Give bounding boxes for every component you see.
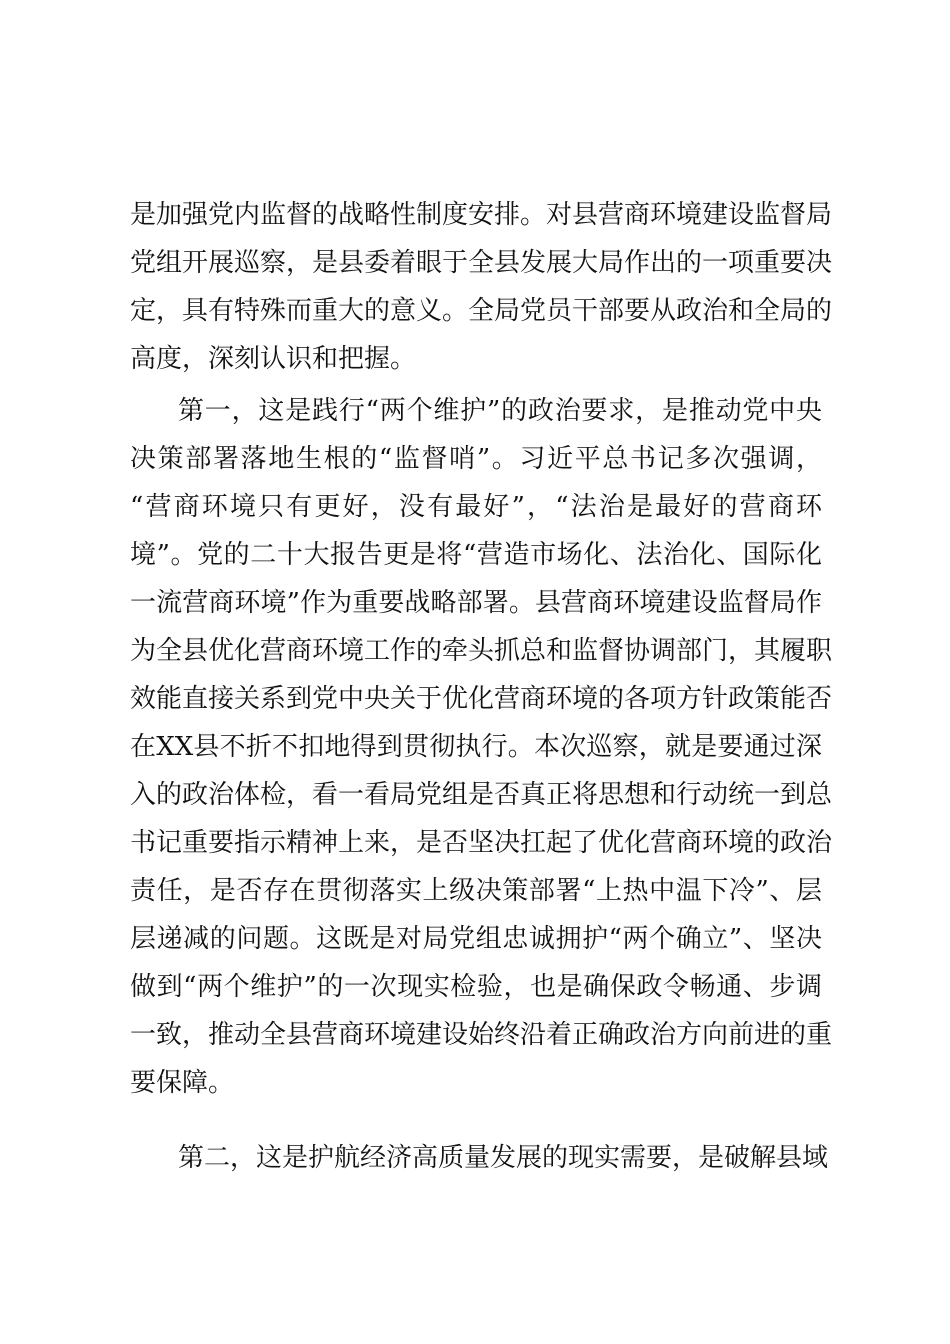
paragraph-line: 层递减的问题。这既是对局党组忠诚拥护“两个确立”、坚决 — [130, 924, 822, 954]
paragraph-line: 决策部署落地生根的“监督哨”。习近平总书记多次强调， — [130, 444, 822, 474]
paragraph-line: 要保障。 — [130, 1068, 235, 1098]
paragraph-line: 在XX县不折不扣地得到贯彻执行。本次巡察，就是要通过深 — [130, 732, 822, 762]
paragraph-line: 高度，深刻认识和把握。 — [130, 344, 417, 374]
paragraph-line: 是加强党内监督的战略性制度安排。对县营商环境建设监督局 — [130, 200, 833, 230]
paragraph-line: 为全县优化营商环境工作的牵头抓总和监督协调部门，其履职 — [130, 636, 833, 666]
paragraph-line: 入的政治体检，看一看局党组是否真正将思想和行动统一到总 — [130, 780, 833, 810]
paragraph-line: 效能直接关系到党中央关于优化营商环境的各项方针政策能否 — [130, 684, 833, 714]
paragraph-line: 一致，推动全县营商环境建设始终沿着正确政治方向前进的重 — [130, 1020, 833, 1050]
paragraph-line: 境”。党的二十大报告更是将“营造市场化、法治化、国际化 — [130, 540, 822, 570]
paragraph-line: 做到“两个维护”的一次现实检验，也是确保政令畅通、步调 — [130, 972, 822, 1002]
paragraph-line: 定，具有特殊而重大的意义。全局党员干部要从政治和全局的 — [130, 296, 833, 326]
paragraph-line: 责任，是否存在贯彻落实上级决策部署“上热中温下冷”、层 — [130, 876, 822, 906]
paragraph-line: 书记重要指示精神上来，是否坚决扛起了优化营商环境的政治 — [130, 828, 833, 858]
paragraph-line: 一流营商环境”作为重要战略部署。县营商环境建设监督局作 — [130, 588, 822, 618]
paragraph-line: “营商环境只有更好，没有最好”，“法治是最好的营商环 — [130, 492, 822, 522]
paragraph-line: 第二，这是护航经济高质量发展的现实需要，是破解县域 — [178, 1143, 829, 1173]
paragraph-line: 党组开展巡察，是县委着眼于全县发展大局作出的一项重要决 — [130, 248, 833, 278]
paragraph-line: 第一，这是践行“两个维护”的政治要求，是推动党中央 — [178, 396, 822, 426]
